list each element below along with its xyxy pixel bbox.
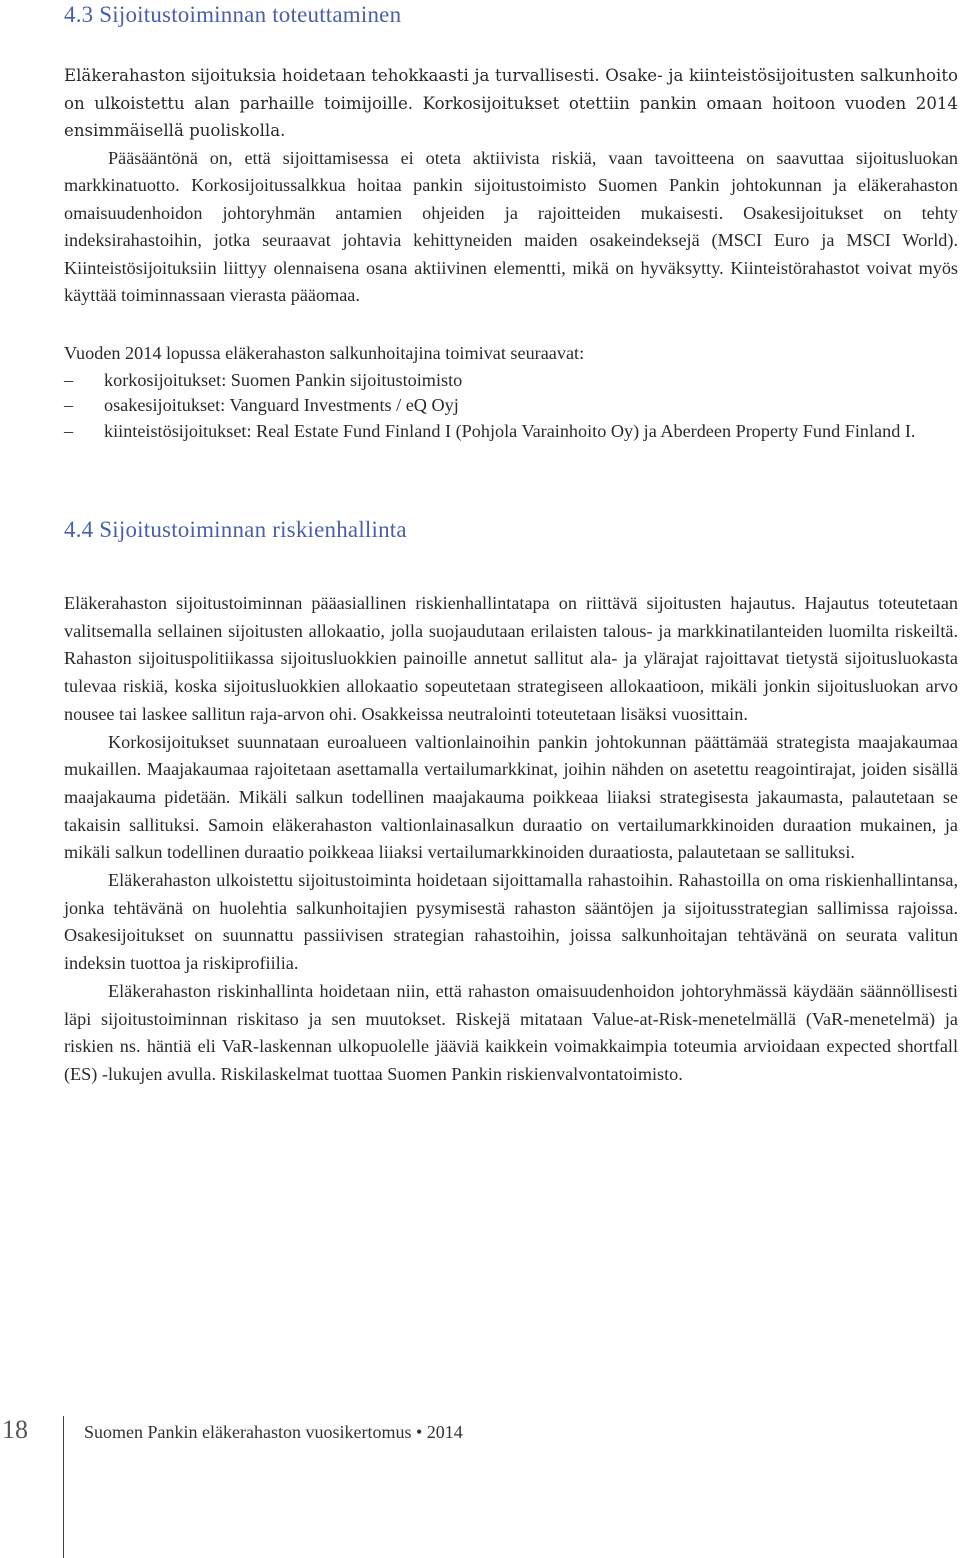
- paragraph: Pääsääntönä on, että sijoittamisessa ei oteta aktiivista riskiä, vaan tavoitteena on saavuttaa sijoitusluokan markkinatuotto. Korkosijoitussalkkua hoitaa pankin sijoitustoimisto Suomen Pankin johtokunnan ja eläkerahaston omaisuudenhoidon johtoryhmän antamien ohjeiden ja rajoitteiden mukaisesti. Osakesijoitukset on tehty indeksirahastoihin, jotka seuraavat johtavia kehittyneiden maiden osakeindeksejä (MSCI Euro ja MSCI World). Kiinteistösijoituksiin liittyy olennaisena osana aktiivinen elementti, mikä on hyväksytty. Kiinteistörahastot voivat myös käyttää toiminnassaan vierasta pääomaa.: [64, 147, 958, 305]
- section-heading-4-4: 4.4 Sijoitustoiminnan riskienhallinta: [64, 517, 407, 542]
- list-item-text: korkosijoitukset: Suomen Pankin sijoitustoimisto: [104, 369, 463, 390]
- managers-list-block: [64, 340, 958, 444]
- list-item: [64, 419, 958, 445]
- dash-bullet: –: [64, 369, 74, 390]
- paragraph: Eläkerahaston riskinhallinta hoidetaan niin, että rahaston omaisuudenhoidon johtoryhmässä käydään säännöllisesti läpi sijoitustoiminnan riskitaso ja sen muutokset. Riskejä mitataan Value-at-Risk-menetelmällä (VaR-menetelmä) ja riskien ns. häntiä eli VaR-laskennan ulkopuolelle jääviä kaikkein voimakkaimpia toteumia arvioidaan expected shortfall (ES) -lukujen avulla. Riskilaskelmat tuottaa Suomen Pankin riskienvalvontatoimisto.: [64, 980, 958, 1084]
- paragraph: Eläkerahaston sijoitustoiminnan pääasiallinen riskienhallintatapa on riittävä sijoitusten hajautus. Hajautus toteutetaan valitsemalla sellainen sijoitusten allokaatio, jolla suojaudutaan erilaisten talous- ja markkinatilanteiden luomilta riskeiltä. Rahaston sijoituspolitiikassa sijoitusluokkien painoille annetut sallitut ala- ja ylärajat rajoittavat tietystä sijoitusluokasta tulevaa riskiä, koska sijoitusluokkien allokaatio sopeutetaan strategiseen allokaatioon, mikäli jonkin sijoitusluokan arvo nousee tai laskee sallitun raja-arvon ohi. Osakkeissa neutralointi toteutetaan lisäksi vuosittain.: [64, 593, 958, 724]
- footer-divider: [63, 1416, 64, 1558]
- page-footer: [0, 1412, 960, 1558]
- list-item-text: kiinteistösijoitukset: Real Estate Fund Finland I (Pohjola Varainhoito Oy) ja Aberdeen Property Fund Finland I.: [104, 420, 916, 441]
- managers-list: [64, 368, 958, 445]
- page-number: 18: [2, 1415, 28, 1444]
- dash-bullet: –: [64, 395, 74, 415]
- paragraph: Eläkerahaston sijoituksia hoidetaan tehokkaasti ja turvallisesti. Osake- ja kiinteistösijoitusten salkunhoito on ulkoistettu alan parhaille toimijoille. Korkosijoitukset otettiin pankin omaan hoitoon vuoden 2014 ensimmäisellä puoliskolla.: [64, 66, 958, 140]
- publication-title: Suomen Pankin eläkerahaston vuosikertomus • 2014: [84, 1422, 463, 1442]
- paragraph: Korkosijoitukset suunnataan euroalueen valtionlainoihin pankin johtokunnan päättämää strategista maajakaumaa mukaillen. Maajakaumaa rajoitetaan asettamalla vertailumarkkinat, joihin nähden on asetettu reagointirajat, joiden sisällä maajakauma pidetään. Mikäli salkun todellinen maajakauma poikkeaa liiaksi strategisesta jakaumasta, palautetaan se takaisin sallituksi. Samoin eläkerahaston valtionlainasalkun duraatio on vertailumarkkinoiden duraation mukainen, ja mikäli salkun todellinen duraatio poikkeaa liiaksi vertailumarkkinoiden duraatiosta, palautetaan se sallituksi.: [64, 731, 958, 863]
- list-item-text: osakesijoitukset: Vanguard Investments / eQ Oyj: [104, 395, 459, 415]
- list-item: [64, 368, 958, 394]
- section-4-4-body: [64, 590, 958, 1089]
- section-heading-4-3: 4.3 Sijoitustoiminnan toteuttaminen: [64, 2, 402, 27]
- paragraph: Eläkerahaston ulkoistettu sijoitustoiminta hoidetaan sijoittamalla rahastoihin. Rahastoilla on oma riskienhallintansa, jonka tehtävänä on huolehtia salkunhoitajien pysymisestä rahaston sääntöjen ja sijoitusstrategian sallimissa rajoissa. Osakesijoitukset on suunnattu passiivisen strategian rahastoihin, joissa salkunhoitajan tehtävänä on seurata valitun indeksin tuottoa ja riskiprofiilia.: [64, 870, 958, 974]
- list-intro: Vuoden 2014 lopussa eläkerahaston salkunhoitajina toimivat seuraavat:: [64, 343, 585, 363]
- section-4-3-body: [64, 62, 958, 310]
- list-item: [64, 393, 958, 419]
- dash-bullet: –: [64, 420, 74, 441]
